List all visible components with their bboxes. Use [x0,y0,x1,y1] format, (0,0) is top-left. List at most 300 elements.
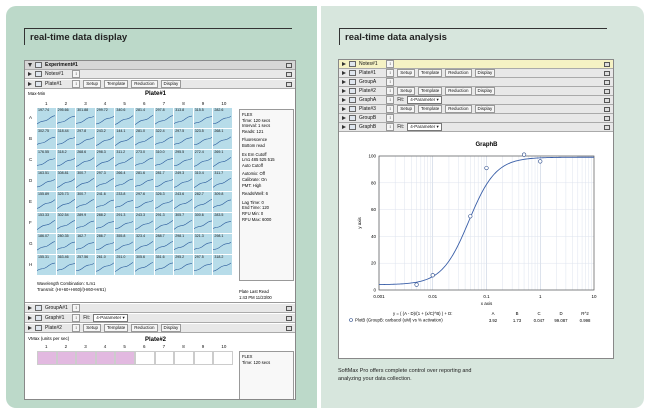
info2-line: Time: 120 secs [242,359,271,365]
lock-icon[interactable] [604,80,610,85]
plate-well[interactable] [37,129,57,150]
plate-well[interactable] [76,108,96,129]
well-kinetic-trace [194,238,214,252]
plate2-column-header: 4 [103,344,107,349]
fit-select[interactable]: 4-Parameter ▾ [407,96,442,104]
fit-select[interactable]: 4-Parameter ▾ [407,123,442,131]
well-value: 318.2 [57,150,67,154]
zoom-button[interactable]: ↕ [72,324,80,332]
zoom-button[interactable]: ↕ [386,123,394,131]
plate-well[interactable] [194,234,214,255]
well-value: 291.3 [155,213,165,217]
plate-well[interactable] [76,192,96,213]
well-kinetic-trace [96,133,116,147]
well-kinetic-trace [37,175,57,189]
plate-well[interactable] [194,129,214,150]
chart-title: GraphB [475,142,498,148]
plate-well[interactable] [155,108,175,129]
plate-well[interactable] [135,171,155,192]
plate2-well[interactable] [174,351,194,365]
lock-icon[interactable] [286,326,292,331]
well-kinetic-trace [174,238,194,252]
well-value: 233.8 [116,192,126,196]
plate-well[interactable] [115,255,135,276]
section-row[interactable] [25,314,295,323]
well-kinetic-trace [115,154,135,168]
plate-well[interactable] [155,234,175,255]
data-point[interactable] [522,153,526,157]
lock-icon[interactable] [604,71,610,76]
well-kinetic-trace [213,259,233,273]
lock-icon[interactable] [604,107,610,112]
section-row[interactable] [339,96,613,105]
well-kinetic-trace [135,112,155,126]
max-min-label: Max-Min [28,91,46,96]
well-value: 280.35 [57,234,69,238]
well-kinetic-trace [115,259,135,273]
plate-well[interactable] [76,129,96,150]
section-template-button[interactable]: Template [104,80,128,88]
disclosure-triangle-icon[interactable] [28,72,32,76]
section-template-button[interactable]: Template [104,324,128,332]
section-setup-button[interactable]: Setup [397,105,415,113]
section-name: Notes#1 [359,61,378,67]
disclosure-triangle-icon[interactable] [28,326,32,330]
well-kinetic-trace [194,196,214,210]
lock-icon[interactable] [286,72,292,77]
fit-select[interactable]: 4-Parameter ▾ [93,314,128,322]
plate2-well[interactable] [213,351,233,365]
plate-well[interactable] [37,192,57,213]
param-label: C [537,311,541,316]
plate-well[interactable] [194,255,214,276]
section-reduction-button[interactable]: Reduction [445,87,471,95]
well-kinetic-trace [37,259,57,273]
well-value: 308.81 [57,171,69,175]
plate-well[interactable] [57,234,77,255]
data-point[interactable] [415,283,419,287]
plate-well[interactable] [115,234,135,255]
well-kinetic-trace [96,217,116,231]
section-reduction-button[interactable]: Reduction [445,105,471,113]
well-kinetic-trace [174,133,194,147]
plate-well[interactable] [37,213,57,234]
lock-icon[interactable] [604,116,610,121]
caption: SoftMax Pro offers complete control over reporting and analyzing your data collection. [338,368,472,382]
well-kinetic-trace [96,112,116,126]
plate2-well[interactable] [96,351,116,365]
param-label: R^2 [581,311,589,316]
section-row[interactable] [25,324,295,333]
well-kinetic-trace [37,154,57,168]
well-kinetic-trace [57,217,77,231]
section-row[interactable] [339,69,613,78]
well-value: 322.4 [155,129,165,133]
legend-entry: PlotB (GroupB: carbacol (uM) vs % activation) [355,317,443,323]
plate2-grid[interactable] [37,351,233,400]
section-icon [35,71,42,77]
disclosure-triangle-icon[interactable] [28,316,32,320]
plate-well[interactable] [115,150,135,171]
well-value: 310.4 [194,171,204,175]
plate-well[interactable] [194,108,214,129]
plate-well[interactable] [194,213,214,234]
well-kinetic-trace [213,217,233,231]
plate-well[interactable] [57,255,77,276]
well-kinetic-trace [194,133,214,147]
plate2-column-header: 2 [64,344,68,349]
info-line: PMT: High [242,182,262,188]
plate-well[interactable] [155,129,175,150]
x-tick-label: 0.001 [373,294,385,299]
section-icon [35,81,42,87]
experiment-title: Experiment#1 [45,62,78,68]
info2-line: FLEX [242,354,253,359]
well-kinetic-trace [37,133,57,147]
plate-well[interactable] [76,150,96,171]
disclosure-triangle-icon[interactable] [342,89,346,93]
well-value: 281.6 [136,171,145,175]
plate-well[interactable] [194,171,214,192]
plate-well[interactable] [96,255,116,276]
well-value: 297.5 [175,129,185,133]
well-kinetic-trace [155,133,175,147]
well-value: 295.2 [175,255,185,259]
plate-well[interactable] [194,150,214,171]
plate-well[interactable] [135,129,155,150]
param-value: 3.92 [488,318,498,323]
info-line: Lag Time: 0 [242,199,264,205]
well-kinetic-trace [213,238,233,252]
lock-icon[interactable] [286,306,292,311]
section-setup-button[interactable]: Setup [397,69,415,77]
info-line: Reads: 121 [242,128,264,134]
section-row[interactable] [339,60,613,69]
section-setup-button[interactable]: Setup [397,87,415,95]
well-kinetic-trace [76,154,96,168]
disclosure-triangle-icon[interactable] [342,107,346,111]
section-reduction-button[interactable]: Reduction [445,69,471,77]
well-kinetic-trace [37,217,57,231]
plate-last-read [239,289,272,301]
info-line: Auto Cutoff [242,162,263,168]
plate-well[interactable] [96,234,116,255]
lock-icon[interactable] [286,82,292,87]
plate-well[interactable] [155,192,175,213]
plate2-info-box [239,351,294,400]
plate-well[interactable] [115,213,135,234]
plate-well[interactable] [213,213,233,234]
well-value: 268.1 [214,129,224,133]
well-value: 286.7 [96,234,106,238]
plate-well[interactable] [76,213,96,234]
disclosure-triangle-icon[interactable] [342,62,346,66]
info-line: Calibrate: On [242,176,267,182]
zoom-button[interactable]: ↕ [72,70,80,78]
lock-icon[interactable] [604,89,610,94]
well-value: 289.9 [77,213,87,217]
info-line: RFU Max: 6000 [242,216,272,222]
plate-well[interactable] [96,108,116,129]
plate-well[interactable] [155,150,175,171]
y-tick-label: 60 [370,207,376,213]
plate-well[interactable] [37,234,57,255]
plate-well[interactable] [115,171,135,192]
well-kinetic-trace [135,133,155,147]
plate-well[interactable] [135,234,155,255]
plate-well[interactable] [57,192,77,213]
plate-row-label: F [29,220,32,225]
well-kinetic-trace [135,175,155,189]
plate-well[interactable] [135,255,155,276]
plate2-well[interactable] [194,351,214,365]
zoom-button[interactable]: ↕ [386,87,394,95]
plate-well[interactable] [37,255,57,276]
plate-well[interactable] [174,213,194,234]
plate-well[interactable] [213,255,233,276]
section-display-button[interactable]: Display [475,105,496,113]
data-point[interactable] [431,273,435,277]
well-value: 268.6 [77,150,87,154]
plate-title: Plate#1 [145,91,167,97]
plate-well[interactable] [57,129,77,150]
section-row[interactable] [339,78,613,87]
well-kinetic-trace [37,238,57,252]
section-row[interactable] [339,105,613,114]
plate-well[interactable] [57,108,77,129]
well-value: 251.0 [116,255,126,259]
lock-icon[interactable] [604,62,610,67]
well-kinetic-trace [174,175,194,189]
plate-well[interactable] [135,192,155,213]
section-row[interactable] [25,304,295,313]
plate-well[interactable] [135,213,155,234]
y-tick-label: 80 [370,180,376,186]
plate-well[interactable] [213,150,233,171]
well-kinetic-trace [76,133,96,147]
plate-well[interactable] [174,150,194,171]
data-point[interactable] [469,215,473,219]
zoom-button[interactable]: ↕ [386,96,394,104]
zoom-button[interactable]: ↕ [386,105,394,113]
y-tick-label: 40 [370,233,376,239]
plate-row-label: B [29,136,33,141]
well-value: 310.0 [155,150,165,154]
plate-well[interactable] [213,108,233,129]
well-value: 257.56 [77,255,89,259]
disclosure-triangle-icon[interactable] [342,98,346,102]
section-row[interactable] [339,114,613,123]
plate2-well[interactable] [135,351,155,365]
section-row[interactable] [339,123,613,132]
well-kinetic-trace [194,217,214,231]
well-kinetic-trace [37,196,57,210]
section-reduction-button[interactable]: Reduction [131,324,157,332]
well-kinetic-trace [194,112,214,126]
well-value: 298.1 [214,234,224,238]
well-value: 351.6 [155,255,165,259]
plate-well[interactable] [76,234,96,255]
plate-row-label: G [29,241,33,246]
section-name: GroupB [359,115,377,121]
plate-well[interactable] [213,192,233,213]
plate-well[interactable] [57,213,77,234]
zoom-button[interactable]: ↕ [386,69,394,77]
plate-well[interactable] [213,234,233,255]
zoom-button[interactable]: ↕ [72,80,80,88]
well-value: 241.6 [96,192,106,196]
info-line: Interval: 1 secs [242,123,271,129]
plate-well[interactable] [96,192,116,213]
plate-column-header: 6 [143,101,146,106]
lock-icon[interactable] [286,316,292,321]
plate-well[interactable] [155,255,175,276]
plate-well[interactable] [174,171,194,192]
plate-well[interactable] [96,213,116,234]
disclosure-triangle-icon[interactable] [28,306,32,310]
section-row[interactable] [339,87,613,96]
zoom-button[interactable]: ↕ [386,60,394,68]
well-value: 323.5 [194,129,204,133]
well-value: 300.7 [77,171,87,175]
well-kinetic-trace [174,196,194,210]
well-value: 305.6 [136,255,145,259]
well-value: 266.4 [116,171,126,175]
well-value: 298.3 [96,150,106,154]
section-setup-button[interactable]: Setup [83,80,101,88]
plate-well[interactable] [135,150,155,171]
disclosure-triangle-icon[interactable] [342,71,346,75]
disclosure-triangle-icon[interactable] [342,116,346,120]
well-kinetic-trace [76,175,96,189]
plate-well[interactable] [155,171,175,192]
section-setup-button[interactable]: Setup [83,324,101,332]
section-display-button[interactable]: Display [161,324,182,332]
disclosure-triangle-icon[interactable] [28,82,32,86]
well-kinetic-trace [76,238,96,252]
disclosure-triangle-icon[interactable] [28,63,32,67]
plate2-well[interactable] [76,351,96,365]
plate2-well[interactable] [155,351,175,365]
left-panel-title: real-time data display [30,32,128,43]
section-name: GraphB [359,124,377,130]
wavelength-info [37,281,106,293]
well-value: 355.8 [116,234,126,238]
plate-well[interactable] [76,255,96,276]
plate-well[interactable] [194,192,214,213]
plate2-well[interactable] [37,351,57,365]
well-value: 297.6 [136,192,145,196]
plate2-well[interactable] [115,351,135,365]
well-value: 283.5 [214,213,224,217]
section-reduction-button[interactable]: Reduction [131,80,157,88]
well-value: 323.4 [136,234,145,238]
plate-well[interactable] [213,129,233,150]
well-kinetic-trace [37,112,57,126]
data-point[interactable] [538,160,542,164]
plate-well[interactable] [174,192,194,213]
param-value: 1.73 [512,318,522,323]
section-display-button[interactable]: Display [475,87,496,95]
plate-well[interactable] [96,171,116,192]
well-value: 144.1 [116,129,126,133]
plate-well[interactable] [213,171,233,192]
lock-icon[interactable] [604,98,610,103]
plate-well[interactable] [174,234,194,255]
plate-well[interactable] [174,255,194,276]
section-template-button[interactable]: Template [418,69,442,77]
plate-well[interactable] [174,129,194,150]
left-panel [6,6,317,408]
lock-icon[interactable] [286,63,292,68]
disclosure-triangle-icon[interactable] [342,125,346,129]
y-axis-label: y axis [357,217,362,229]
section-template-button[interactable]: Template [418,87,442,95]
plate-row-label: D [29,178,33,183]
zoom-button[interactable]: ↕ [386,114,394,122]
well-value: 281.4 [136,108,145,112]
graphb-chart [339,132,614,359]
section-name: Graph#1 [45,315,65,321]
lock-icon[interactable] [604,125,610,130]
plate-row-label: A [29,115,33,120]
plate-grid[interactable] [37,108,233,276]
plate-well[interactable] [37,150,57,171]
wavelength-line: Transmit: (Hr+60+Hr60)/(Hr60+Hr61) [37,287,106,292]
well-value: 300.7 [77,192,87,196]
plate-well[interactable] [115,192,135,213]
section-icon [349,124,356,130]
plate2-well[interactable] [57,351,77,365]
plate-well[interactable] [115,108,135,129]
zoom-button[interactable]: ↕ [72,304,80,312]
experiment-header[interactable] [25,61,295,70]
plate-column-header: 1 [45,101,48,106]
zoom-button[interactable]: ↕ [72,314,80,322]
section-row[interactable] [25,80,295,89]
x-tick-label: 0.1 [483,294,490,299]
well-kinetic-trace [115,217,135,231]
plate-well[interactable] [57,171,77,192]
plate-well[interactable] [37,171,57,192]
well-value: 313.8 [175,108,185,112]
plate-well[interactable] [155,213,175,234]
vmax-label: VMax (units per sec) [28,336,70,341]
x-axis-label: x axis [480,301,493,306]
well-value: 282.7 [194,192,204,196]
plate-well[interactable] [96,129,116,150]
section-row[interactable] [25,70,295,79]
plate-well[interactable] [96,150,116,171]
plate-well[interactable] [76,171,96,192]
well-value: 309.8 [214,192,224,196]
plate-well[interactable] [115,129,135,150]
section-display-button[interactable]: Display [161,80,182,88]
well-value: 311.7 [214,171,224,175]
plate-well[interactable] [37,108,57,129]
well-kinetic-trace [213,154,233,168]
section-template-button[interactable]: Template [418,105,442,113]
param-value: 0.998 [579,318,591,323]
disclosure-triangle-icon[interactable] [342,80,346,84]
plate-well[interactable] [135,108,155,129]
well-kinetic-trace [194,259,214,273]
plate-well[interactable] [57,150,77,171]
section-display-button[interactable]: Display [475,69,496,77]
data-point[interactable] [485,166,489,170]
plate-well[interactable] [174,108,194,129]
zoom-button[interactable]: ↕ [386,78,394,86]
